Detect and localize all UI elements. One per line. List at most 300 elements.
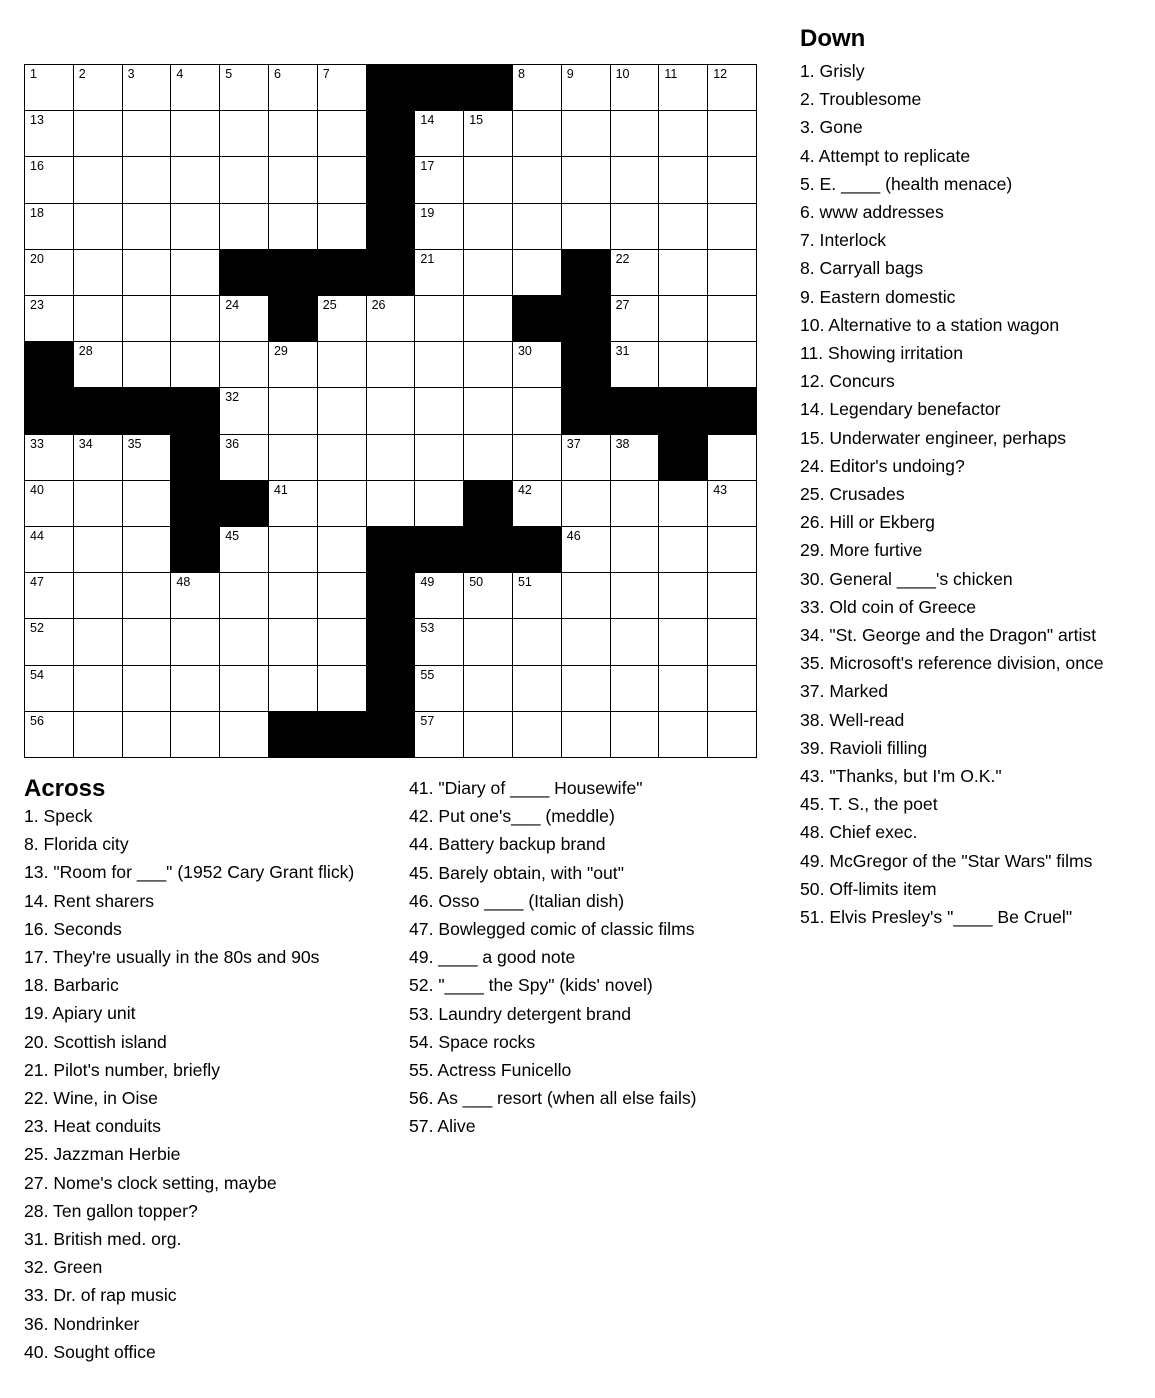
grid-cell[interactable]	[415, 204, 464, 250]
grid-cell[interactable]	[611, 712, 660, 758]
cell-number: 38	[615, 436, 630, 451]
grid-cell[interactable]	[513, 65, 562, 111]
grid-cell[interactable]	[171, 712, 220, 758]
down-clue[interactable]: 30. General ____'s chicken	[800, 568, 1013, 589]
black-square	[659, 388, 708, 434]
down-clue[interactable]: 48. Chief exec.	[800, 822, 918, 843]
down-heading: Down	[800, 25, 866, 52]
grid-cell[interactable]	[74, 573, 123, 619]
across-clue[interactable]: 44. Battery backup brand	[409, 834, 606, 855]
cell-number: 28	[78, 344, 93, 359]
grid-cell[interactable]	[415, 573, 464, 619]
cell-number: 52	[30, 621, 44, 636]
down-clue[interactable]: 49. McGregor of the "Star Wars" films	[800, 850, 1093, 871]
grid-cell[interactable]	[513, 204, 562, 250]
grid-cell[interactable]	[123, 65, 172, 111]
grid-cell[interactable]	[25, 712, 74, 758]
grid-cell[interactable]	[318, 65, 367, 111]
cell-number: 2	[78, 67, 86, 81]
down-clue[interactable]: 4. Attempt to replicate	[800, 145, 971, 166]
grid-cell[interactable]	[611, 204, 660, 250]
grid-cell[interactable]	[171, 342, 220, 388]
grid-cell[interactable]	[269, 435, 318, 481]
grid-cell[interactable]	[74, 296, 123, 342]
cell-number: 41	[273, 482, 288, 497]
grid-cell[interactable]	[611, 157, 660, 203]
grid-cell[interactable]	[25, 435, 74, 481]
down-clue[interactable]: 34. "St. George and the Dragon" artist	[800, 625, 1097, 646]
black-square	[171, 388, 220, 434]
grid-cell[interactable]	[74, 527, 123, 573]
grid-cell[interactable]	[171, 204, 220, 250]
grid-cell[interactable]	[25, 527, 74, 573]
down-clue[interactable]: 26. Hill or Ekberg	[800, 512, 935, 533]
grid-cell[interactable]	[708, 65, 757, 111]
cell-number: 27	[615, 298, 630, 312]
black-square	[220, 250, 269, 296]
grid-cell[interactable]	[171, 157, 220, 203]
grid-cell[interactable]	[562, 481, 611, 527]
down-clue[interactable]: 7. Interlock	[800, 230, 887, 251]
across-clue[interactable]: 55. Actress Funicello	[409, 1060, 572, 1081]
grid-cell[interactable]	[415, 250, 464, 296]
black-square	[74, 388, 123, 434]
down-clue[interactable]: 43. "Thanks, but I'm O.K."	[800, 766, 1002, 787]
grid-cell[interactable]	[659, 527, 708, 573]
grid-cell[interactable]	[123, 111, 172, 157]
down-clue[interactable]: 37. Marked	[800, 681, 889, 702]
grid-cell[interactable]	[74, 204, 123, 250]
across-clue[interactable]: 32. Green	[24, 1257, 103, 1278]
grid-cell[interactable]	[659, 157, 708, 203]
grid-cell[interactable]	[220, 204, 269, 250]
grid-cell[interactable]	[171, 111, 220, 157]
grid-cell[interactable]	[74, 65, 123, 111]
grid-cell[interactable]	[659, 111, 708, 157]
down-clue[interactable]: 50. Off-limits item	[800, 878, 937, 899]
grid-cell[interactable]	[464, 111, 513, 157]
down-clue[interactable]: 12. Concurs	[800, 371, 895, 392]
across-clue[interactable]: 49. ____ a good note	[409, 947, 576, 968]
grid-cell[interactable]	[171, 65, 220, 111]
grid-cell[interactable]	[269, 481, 318, 527]
grid-cell[interactable]	[318, 619, 367, 665]
black-square	[318, 712, 367, 758]
black-square	[562, 388, 611, 434]
black-square	[367, 666, 416, 712]
grid-cell[interactable]	[611, 619, 660, 665]
across-clue[interactable]: 46. Osso ____ (Italian dish)	[409, 890, 625, 911]
grid-cell[interactable]	[25, 481, 74, 527]
grid-cell[interactable]	[464, 204, 513, 250]
down-clue[interactable]: 1. Grisly	[800, 61, 865, 81]
grid-cell[interactable]	[562, 65, 611, 111]
grid-cell[interactable]	[415, 342, 464, 388]
across-clue[interactable]: 8. Florida city	[24, 834, 129, 855]
cell-number: 48	[176, 575, 191, 590]
grid-cell[interactable]	[562, 619, 611, 665]
cell-number: 49	[420, 575, 435, 590]
grid-cell[interactable]	[708, 111, 757, 157]
across-clue[interactable]: 13. "Room for ___" (1952 Cary Grant flick)	[24, 862, 355, 883]
grid-cell[interactable]	[123, 250, 172, 296]
grid-cell[interactable]	[25, 619, 74, 665]
grid-cell[interactable]	[220, 157, 269, 203]
grid-cell[interactable]	[415, 481, 464, 527]
grid-cell[interactable]	[659, 296, 708, 342]
grid-cell[interactable]	[708, 435, 757, 481]
grid-cell[interactable]	[269, 619, 318, 665]
grid-cell[interactable]	[513, 619, 562, 665]
grid-cell[interactable]	[269, 388, 318, 434]
grid-cell[interactable]	[708, 619, 757, 665]
down-clue[interactable]: 38. Well-read	[800, 709, 905, 730]
grid-cell[interactable]	[562, 111, 611, 157]
grid-cell[interactable]	[318, 527, 367, 573]
grid-cell[interactable]	[464, 342, 513, 388]
grid-cell[interactable]	[318, 204, 367, 250]
grid-cell[interactable]	[220, 111, 269, 157]
grid-cell[interactable]	[513, 435, 562, 481]
cell-number: 36	[225, 436, 240, 451]
across-clue[interactable]: 36. Nondrinker	[24, 1313, 140, 1334]
grid-cell[interactable]	[74, 250, 123, 296]
across-clue[interactable]: 17. They're usually in the 80s and 90s	[24, 947, 320, 968]
grid-cell[interactable]	[25, 157, 74, 203]
cell-number: 5	[225, 67, 233, 81]
grid-cell[interactable]	[25, 573, 74, 619]
grid-cell[interactable]	[220, 65, 269, 111]
grid-cell[interactable]	[611, 250, 660, 296]
across-clue[interactable]: 18. Barbaric	[24, 975, 119, 996]
grid-cell[interactable]	[611, 666, 660, 712]
grid-cell[interactable]	[318, 481, 367, 527]
grid-cell[interactable]	[611, 111, 660, 157]
grid-cell[interactable]	[708, 666, 757, 712]
grid-cell[interactable]	[611, 435, 660, 481]
grid-cell[interactable]	[171, 573, 220, 619]
black-square	[367, 157, 416, 203]
down-clue[interactable]: 35. Microsoft's reference division, once	[800, 653, 1104, 674]
grid-cell[interactable]	[708, 527, 757, 573]
grid-cell[interactable]	[513, 111, 562, 157]
grid-cell[interactable]	[513, 388, 562, 434]
grid-cell[interactable]	[708, 712, 757, 758]
down-clue[interactable]: 25. Crusades	[800, 484, 905, 505]
across-clue[interactable]: 53. Laundry detergent brand	[409, 1003, 632, 1024]
grid-cell[interactable]	[74, 666, 123, 712]
grid-cell[interactable]	[659, 204, 708, 250]
grid-cell[interactable]	[171, 619, 220, 665]
across-clue[interactable]: 1. Speck	[24, 806, 93, 826]
cell-number: 20	[30, 251, 44, 266]
cell-number: 57	[420, 713, 435, 728]
grid-cell[interactable]	[25, 111, 74, 157]
grid-cell[interactable]	[708, 157, 757, 203]
grid-cell[interactable]	[269, 342, 318, 388]
grid-cell[interactable]	[367, 435, 416, 481]
cell-number: 15	[469, 113, 484, 128]
grid-cell[interactable]	[74, 435, 123, 481]
grid-cell[interactable]	[464, 296, 513, 342]
black-square	[464, 527, 513, 573]
grid-cell[interactable]	[74, 111, 123, 157]
grid-cell[interactable]	[269, 573, 318, 619]
cell-number: 47	[30, 575, 44, 590]
grid-cell[interactable]	[659, 250, 708, 296]
grid-cell[interactable]	[123, 342, 172, 388]
grid-cell[interactable]	[269, 204, 318, 250]
grid-cell[interactable]	[220, 342, 269, 388]
grid-cell[interactable]	[318, 157, 367, 203]
grid-cell[interactable]	[562, 573, 611, 619]
grid-cell[interactable]	[123, 712, 172, 758]
grid-cell[interactable]	[171, 296, 220, 342]
black-square	[367, 111, 416, 157]
grid-cell[interactable]	[74, 619, 123, 665]
grid-cell[interactable]	[220, 573, 269, 619]
grid-cell[interactable]	[415, 111, 464, 157]
grid-cell[interactable]	[25, 250, 74, 296]
grid-cell[interactable]	[708, 342, 757, 388]
grid-cell[interactable]	[415, 388, 464, 434]
across-clue[interactable]: 23. Heat conduits	[24, 1116, 161, 1137]
grid-cell[interactable]	[318, 342, 367, 388]
grid-cell[interactable]	[415, 666, 464, 712]
grid-cell[interactable]	[708, 204, 757, 250]
down-clue[interactable]: 3. Gone	[800, 117, 863, 138]
grid-cell[interactable]	[123, 296, 172, 342]
cell-number: 7	[322, 67, 330, 81]
down-clue[interactable]: 51. Elvis Presley's "____ Be Cruel"	[800, 907, 1073, 928]
grid-cell[interactable]	[269, 666, 318, 712]
grid-cell[interactable]	[513, 712, 562, 758]
across-clue-list-column-1	[24, 802, 374, 1366]
across-clue[interactable]: 22. Wine, in Oise	[24, 1088, 158, 1109]
grid-cell[interactable]	[708, 573, 757, 619]
cell-number: 17	[420, 159, 435, 174]
across-clue[interactable]: 28. Ten gallon topper?	[24, 1200, 198, 1221]
across-clue[interactable]: 52. "____ the Spy" (kids' novel)	[409, 975, 653, 996]
grid-cell[interactable]	[123, 666, 172, 712]
grid-cell[interactable]	[562, 712, 611, 758]
grid-cell[interactable]	[464, 157, 513, 203]
grid-cell[interactable]	[220, 435, 269, 481]
grid-cell[interactable]	[513, 481, 562, 527]
grid-cell[interactable]	[220, 619, 269, 665]
grid-cell[interactable]	[464, 712, 513, 758]
grid-cell[interactable]	[415, 619, 464, 665]
grid-cell[interactable]	[367, 388, 416, 434]
grid-cell[interactable]	[220, 388, 269, 434]
cell-number: 6	[273, 67, 281, 81]
grid-cell[interactable]	[123, 435, 172, 481]
grid-cell[interactable]	[25, 204, 74, 250]
cell-number: 22	[615, 251, 630, 266]
grid-cell[interactable]	[123, 619, 172, 665]
grid-cell[interactable]	[74, 157, 123, 203]
grid-cell[interactable]	[318, 388, 367, 434]
grid-cell[interactable]	[318, 296, 367, 342]
across-clue[interactable]: 31. British med. org.	[24, 1229, 182, 1250]
cell-number: 45	[225, 529, 240, 543]
across-clue[interactable]: 57. Alive	[409, 1116, 476, 1137]
grid-cell[interactable]	[659, 619, 708, 665]
grid-cell[interactable]	[708, 250, 757, 296]
grid-cell[interactable]	[415, 435, 464, 481]
down-clue[interactable]: 9. Eastern domestic	[800, 286, 956, 307]
grid-cell[interactable]	[318, 111, 367, 157]
grid-cell[interactable]	[123, 157, 172, 203]
grid-cell[interactable]	[659, 342, 708, 388]
across-clue[interactable]: 33. Dr. of rap music	[24, 1285, 177, 1306]
across-clue[interactable]: 16. Seconds	[24, 918, 122, 939]
down-clue[interactable]: 2. Troublesome	[800, 89, 922, 110]
across-clue[interactable]: 42. Put one's___ (meddle)	[409, 806, 615, 827]
across-clue[interactable]: 56. As ___ resort (when all else fails)	[409, 1088, 697, 1109]
grid-cell[interactable]	[269, 527, 318, 573]
grid-cell[interactable]	[318, 435, 367, 481]
down-clue[interactable]: 6. www addresses	[800, 202, 944, 223]
grid-cell[interactable]	[171, 250, 220, 296]
across-clue[interactable]: 45. Barely obtain, with "out"	[409, 862, 624, 883]
grid-cell[interactable]	[513, 573, 562, 619]
grid-cell[interactable]	[415, 712, 464, 758]
grid-cell[interactable]	[74, 481, 123, 527]
down-clue[interactable]: 15. Underwater engineer, perhaps	[800, 427, 1067, 448]
grid-cell[interactable]	[220, 712, 269, 758]
grid-cell[interactable]	[562, 157, 611, 203]
cell-number: 14	[420, 113, 435, 128]
grid-cell[interactable]	[611, 65, 660, 111]
grid-cell[interactable]	[513, 157, 562, 203]
down-clue[interactable]: 10. Alternative to a station wagon	[800, 314, 1060, 335]
grid-cell[interactable]	[659, 573, 708, 619]
grid-cell[interactable]	[220, 666, 269, 712]
grid-cell[interactable]	[562, 666, 611, 712]
cell-number: 32	[225, 390, 240, 405]
grid-cell[interactable]	[659, 666, 708, 712]
cell-number: 1	[30, 67, 37, 81]
across-clue[interactable]: 40. Sought office	[24, 1341, 156, 1362]
grid-cell[interactable]	[659, 65, 708, 111]
black-square	[562, 296, 611, 342]
grid-cell[interactable]	[123, 573, 172, 619]
down-clue[interactable]: 29. More furtive	[800, 540, 923, 561]
grid-cell[interactable]	[74, 342, 123, 388]
grid-cell[interactable]	[464, 573, 513, 619]
cell-number: 31	[615, 344, 630, 359]
grid-cell[interactable]	[318, 666, 367, 712]
black-square	[367, 619, 416, 665]
down-clue[interactable]: 14. Legendary benefactor	[800, 399, 1001, 420]
grid-cell[interactable]	[708, 296, 757, 342]
across-clue[interactable]: 19. Apiary unit	[24, 1003, 136, 1024]
across-clue[interactable]: 54. Space rocks	[409, 1031, 536, 1052]
grid-cell[interactable]	[269, 111, 318, 157]
grid-cell[interactable]	[659, 712, 708, 758]
grid-cell[interactable]	[25, 65, 74, 111]
down-clue[interactable]: 39. Ravioli filling	[800, 737, 928, 758]
black-square	[415, 65, 464, 111]
black-square	[318, 250, 367, 296]
black-square	[171, 527, 220, 573]
black-square	[367, 204, 416, 250]
grid-cell[interactable]	[513, 342, 562, 388]
down-clue-list	[800, 57, 1150, 931]
grid-cell[interactable]	[367, 296, 416, 342]
down-clue[interactable]: 33. Old coin of Greece	[800, 596, 977, 617]
black-square	[464, 481, 513, 527]
grid-cell[interactable]	[611, 342, 660, 388]
grid-cell[interactable]	[659, 481, 708, 527]
grid-cell[interactable]	[25, 296, 74, 342]
grid-cell[interactable]	[220, 527, 269, 573]
down-clue[interactable]: 11. Showing irritation	[800, 343, 963, 364]
grid-cell[interactable]	[562, 527, 611, 573]
grid-cell[interactable]	[269, 65, 318, 111]
grid-cell[interactable]	[464, 435, 513, 481]
grid-cell[interactable]	[708, 481, 757, 527]
cell-number: 11	[664, 67, 678, 81]
grid-cell[interactable]	[611, 296, 660, 342]
grid-cell[interactable]	[25, 666, 74, 712]
across-clue[interactable]: 14. Rent sharers	[24, 890, 155, 911]
down-clue[interactable]: 45. T. S., the poet	[800, 794, 938, 815]
black-square	[415, 527, 464, 573]
grid-cell[interactable]	[123, 481, 172, 527]
grid-cell[interactable]	[415, 157, 464, 203]
grid-cell[interactable]	[464, 250, 513, 296]
grid-cell[interactable]	[464, 388, 513, 434]
grid-cell[interactable]	[513, 666, 562, 712]
grid-cell[interactable]	[562, 204, 611, 250]
grid-cell[interactable]	[562, 435, 611, 481]
grid-cell[interactable]	[74, 712, 123, 758]
black-square	[367, 712, 416, 758]
across-clue[interactable]: 47. Bowlegged comic of classic films	[409, 919, 695, 940]
grid-cell[interactable]	[220, 296, 269, 342]
grid-cell[interactable]	[464, 619, 513, 665]
grid-cell[interactable]	[123, 204, 172, 250]
cell-number: 24	[225, 298, 240, 312]
down-clue[interactable]: 8. Carryall bags	[800, 258, 924, 279]
across-clue[interactable]: 25. Jazzman Herbie	[24, 1144, 181, 1165]
grid-cell[interactable]	[611, 527, 660, 573]
grid-cell[interactable]	[513, 250, 562, 296]
across-clue[interactable]: 41. "Diary of ____ Housewife"	[409, 778, 643, 798]
black-square	[269, 296, 318, 342]
grid-cell[interactable]	[123, 527, 172, 573]
grid-cell[interactable]	[611, 573, 660, 619]
grid-cell[interactable]	[367, 342, 416, 388]
grid-cell[interactable]	[367, 481, 416, 527]
across-clue[interactable]: 20. Scottish island	[24, 1031, 167, 1052]
down-clue[interactable]: 5. E. ____ (health menace)	[800, 173, 1013, 194]
black-square	[220, 481, 269, 527]
grid-cell[interactable]	[415, 296, 464, 342]
grid-cell[interactable]	[318, 573, 367, 619]
across-clue[interactable]: 27. Nome's clock setting, maybe	[24, 1172, 277, 1193]
cell-number: 12	[713, 67, 728, 81]
down-clue[interactable]: 24. Editor's undoing?	[800, 455, 965, 476]
grid-cell[interactable]	[611, 481, 660, 527]
cell-number: 56	[30, 713, 44, 728]
grid-cell[interactable]	[269, 157, 318, 203]
across-clue[interactable]: 21. Pilot's number, briefly	[24, 1059, 221, 1080]
grid-cell[interactable]	[464, 666, 513, 712]
grid-cell[interactable]	[171, 666, 220, 712]
